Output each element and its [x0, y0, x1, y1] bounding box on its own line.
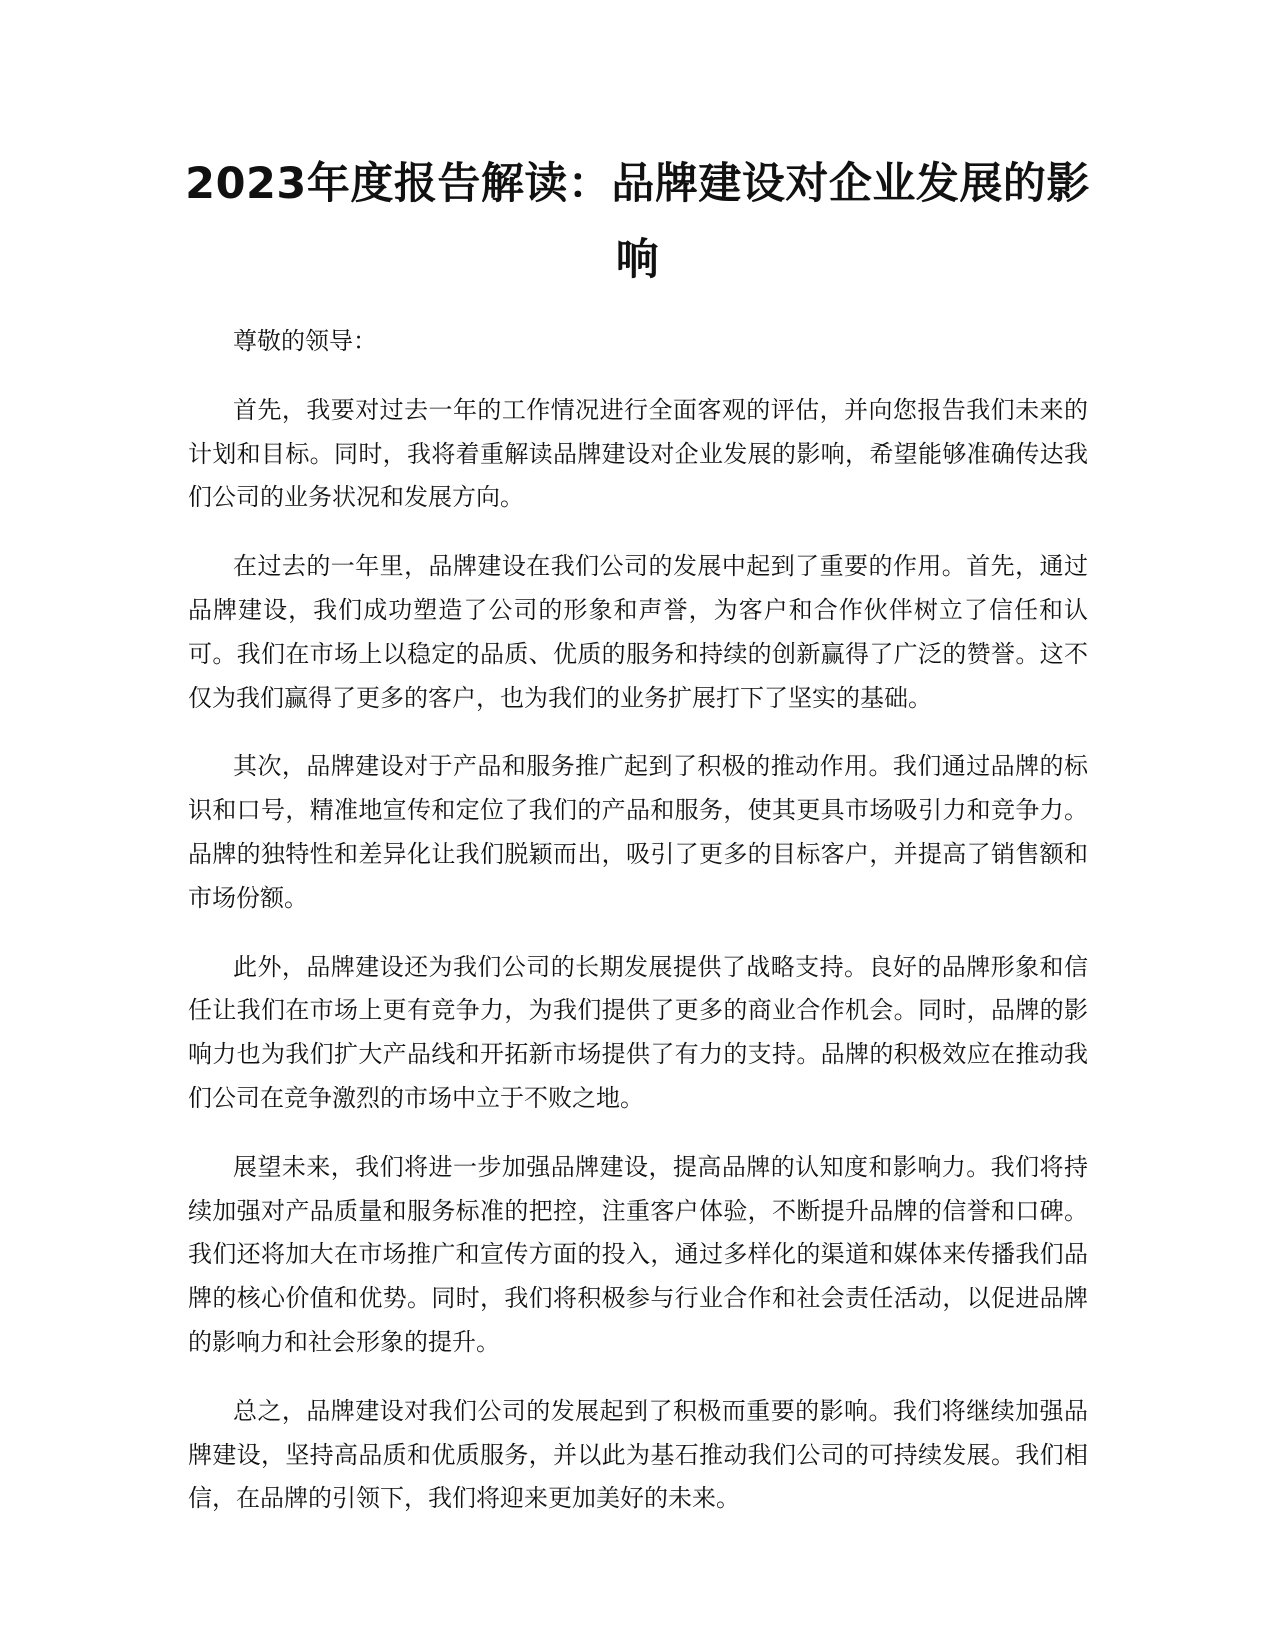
- paragraph-6: 总之，品牌建设对我们公司的发展起到了积极而重要的影响。我们将继续加强品牌建设，坚持高品质和优质服务，并以此为基石推动我们公司的可持续发展。我们相信，在品牌的引领下，我们将迎来更加美好的未来。: [188, 1396, 1088, 1513]
- document-body: [188, 320, 1088, 1546]
- paragraph-5: 展望未来，我们将进一步加强品牌建设，提高品牌的认知度和影响力。我们将持续加强对产品质量和服务标准的把控，注重客户体验，不断提升品牌的信誉和口碑。我们还将加大在市场推广和宣传方面的投入，通过多样化的渠道和媒体来传播我们品牌的核心价值和优势。同时，我们将积极参与行业合作和社会责任活动，以促进品牌的影响力和社会形象的提升。: [188, 1152, 1088, 1356]
- document-title: 2023年度报告解读：品牌建设对企业发展的影响: [185, 159, 1090, 285]
- paragraph-3: 其次，品牌建设对于产品和服务推广起到了积极的推动作用。我们通过品牌的标识和口号，精准地宣传和定位了我们的产品和服务，使其更具市场吸引力和竞争力。品牌的独特性和差异化让我们脱颖而出，吸引了更多的目标客户，并提高了销售额和市场份额。: [188, 752, 1088, 912]
- paragraph-4: 此外，品牌建设还为我们公司的长期发展提供了战略支持。良好的品牌形象和信任让我们在市场上更有竞争力，为我们提供了更多的商业合作机会。同时，品牌的影响力也为我们扩大产品线和开拓新市场提供了有力的支持。品牌的积极效应在推动我们公司在竞争激烈的市场中立于不败之地。: [188, 952, 1088, 1112]
- greeting: 尊敬的领导：: [233, 327, 377, 355]
- paragraph-1: 首先，我要对过去一年的工作情况进行全面客观的评估，并向您报告我们未来的计划和目标。同时，我将着重解读品牌建设对企业发展的影响，希望能够准确传达我们公司的业务状况和发展方向。: [188, 395, 1088, 512]
- paragraph-2: 在过去的一年里，品牌建设在我们公司的发展中起到了重要的作用。首先，通过品牌建设，我们成功塑造了公司的形象和声誉，为客户和合作伙伴树立了信任和认可。我们在市场上以稳定的品质、优质的服务和持续的创新赢得了广泛的赞誉。这不仅为我们赢得了更多的客户，也为我们的业务扩展打下了坚实的基础。: [188, 552, 1088, 712]
